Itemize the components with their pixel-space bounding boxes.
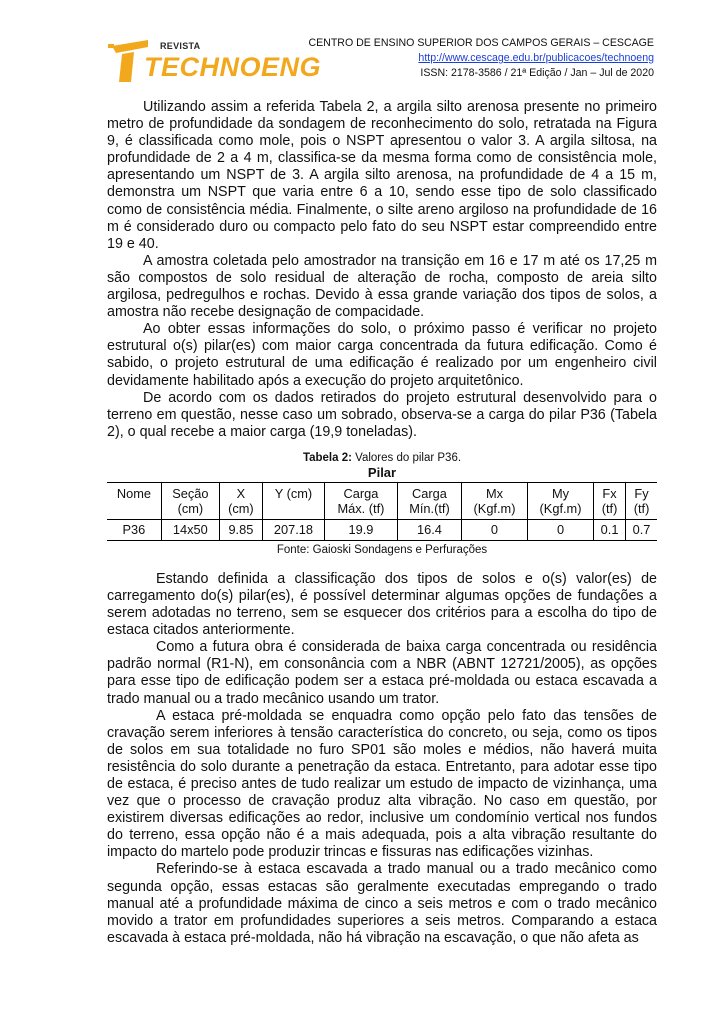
paragraph: De acordo com os dados retirados do projeto estrutural desenvolvido para o terreno em questão, nesse caso um sobrado, observa-se a carga do pilar P36 (Tabela 2), o qual recebe a maior carga (19,9 toneladas). bbox=[107, 389, 657, 440]
column-header: My (Kgf.m) bbox=[528, 482, 594, 519]
table-cell: P36 bbox=[107, 519, 161, 540]
paragraph: A amostra coletada pelo amostrador na transição em 16 e 17 m até os 17,25 m são compostos de solo residual de alteração de rocha, composto de areia silto argilosa, pedregulhos e rochas. Devido à essa grande variação dos tipos de solos, a amostra não recebe designação de compacidade. bbox=[107, 252, 657, 321]
table-cell: 0.1 bbox=[594, 519, 626, 540]
table-caption bbox=[107, 451, 657, 465]
column-header: Carga Mín.(tf) bbox=[397, 482, 461, 519]
paragraph: Utilizando assim a referida Tabela 2, a argila silto arenosa presente no primeiro metro de profundidade da sondagem de reconhecimento do solo, retratada na Figura 9, é classificada como mole, pois o NSPT apresentou o valor 3. A argila siltosa, na profundidade de 2 a 4 m, classifica-se da mesma forma como de consistência mole, apresentando um NSPT de 3. A argila silto arenosa, na profundidade de 4 a 15 m, demonstra um NSPT que varia entre 6 a 10, sendo esse tipo de solo classificado como de consistência média. Finalmente, o silte areno argiloso na profundidade de 16 m é considerado duro ou compacto pelo fato do seu NSPT estar compreendido entre 19 e 40. bbox=[107, 99, 657, 252]
pillar-values-table bbox=[107, 482, 657, 541]
table-cell: 9.85 bbox=[219, 519, 262, 540]
paragraph: Estando definida a classificação dos tipos de solos e o(s) valor(es) de carregamento do(s) pilar(es), é possível determinar algumas opções de fundações a serem adotadas no terreno, sem se esquecer dos critérios para a escolha do tipo de estaca citados anteriormente. bbox=[107, 570, 657, 639]
column-header: Carga Máx. (tf) bbox=[324, 482, 397, 519]
journal-url-link[interactable]: http://www.cescage.edu.br/publicacoes/technoeng bbox=[418, 52, 654, 64]
column-header: Fx (tf) bbox=[594, 482, 626, 519]
column-header: Seção (cm) bbox=[161, 482, 219, 519]
paragraph: Como a futura obra é considerada de baixa carga concentrada ou residência padrão normal (R1-N), em consonância com a NBR (ABNT 12721/2005), as opções para esse tipo de edificação podem ser a estaca pré-moldada ou estaca escavada a trado manual ou a trado mecânico usando um trator. bbox=[107, 639, 657, 707]
table-header-row bbox=[107, 482, 657, 519]
table-cell: 0 bbox=[528, 519, 594, 540]
column-header: Mx (Kgf.m) bbox=[461, 482, 527, 519]
logo-small-text: REVISTA bbox=[160, 41, 201, 51]
table-caption-text: Valores do pilar P36. bbox=[351, 451, 462, 464]
column-header: Y (cm) bbox=[262, 482, 324, 519]
paragraph: Ao obter essas informações do solo, o próximo passo é verificar no projeto estrutural o(s) pilar(es) com maior carga concentrada da futura edificação. Como é sabido, o projeto estrutural de uma edificação é realizado por um engenheiro civil devidamente habilitado após a execução do projeto arquitetônico. bbox=[107, 321, 657, 389]
paragraph: Referindo-se à estaca escavada a trado manual ou a trado mecânico como segunda opção, essas estacas são geralmente executadas empregando o trado manual até a profundidade máxima de cinco a seis metros e com o trado mecânico movido a trator em profundidades superiores a seis metros. Comparando a estaca escavada à estaca pré-moldada, não há vibração na escavação, o que não afeta as bbox=[107, 861, 657, 946]
table-group-header: Pilar bbox=[367, 464, 397, 480]
institution-name: CENTRO DE ENSINO SUPERIOR DOS CAMPOS GERAIS – CESCAGE bbox=[308, 37, 654, 49]
table-row bbox=[107, 519, 657, 540]
table-cell: 207.18 bbox=[262, 519, 324, 540]
paragraph: A estaca pré-moldada se enquadra como opção pelo fato das tensões de cravação serem inferiores à tensão característica do concreto, ou seja, como os tipos de solos em sua totalidade no furo SP01 são moles e médios, não haverá muita resistência do solo durante a penetração da estaca. Entretanto, para adotar esse tipo de estaca, é preciso antes de tudo realizar um estudo de impacto de vizinhança, uma vez que o processo de cravação produz alta vibração. No caso em questão, por existirem diversas edificações ao redor, inclusive um condomínio vertical nos fundos do terreno, essa opção não é a mais adequada, pois a alta vibração resultante do impacto do martelo pode produzir trincas e fissuras nas edificações vizinhas. bbox=[107, 707, 657, 861]
table-cell: 0 bbox=[461, 519, 527, 540]
table-cell: 19.9 bbox=[324, 519, 397, 540]
table-cell: 0.7 bbox=[626, 519, 657, 540]
table-cell: 14x50 bbox=[161, 519, 219, 540]
table-caption-label: Tabela 2: bbox=[302, 451, 352, 464]
issn-line: ISSN: 2178-3586 / 21ª Edição / Jan – Jul de 2020 bbox=[420, 67, 654, 79]
journal-info bbox=[308, 36, 654, 81]
column-header: Fy (tf) bbox=[626, 482, 657, 519]
column-header: Nome bbox=[107, 482, 161, 519]
logo-brand-text: TECHNOENG bbox=[144, 52, 322, 82]
column-header: X (cm) bbox=[219, 482, 262, 519]
table-cell: 16.4 bbox=[397, 519, 461, 540]
table-source: Fonte: Gaioski Sondagens e Perfurações bbox=[276, 543, 488, 556]
technoeng-logo bbox=[108, 30, 322, 86]
page-header bbox=[0, 0, 724, 95]
article-body bbox=[107, 99, 657, 947]
